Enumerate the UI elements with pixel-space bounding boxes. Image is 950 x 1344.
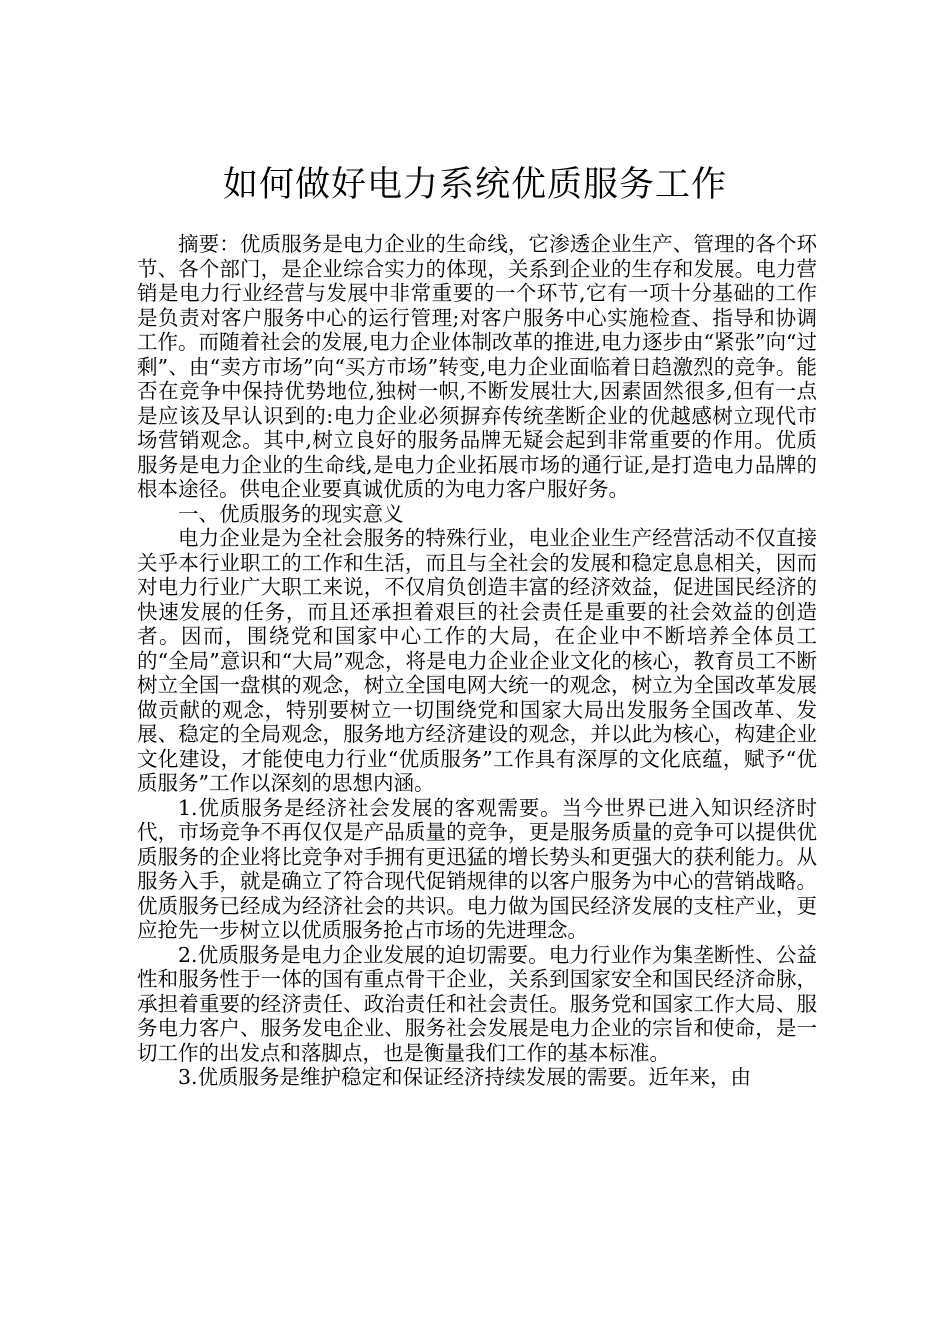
body-paragraph: 3.优质服务是维护稳定和保证经济持续发展的需要。近年来，由 [178, 1065, 752, 1089]
body-paragraph: 1.优质服务是经济社会发展的客观需要。当今世界已进入知识经济时代，市场竞争不再仅仅是产品质量的竞争，更是服务质量的竞争可以提供优质服务的企业将比竞争对手拥有更迅猛的增长势头和更强大的获利能力。从服务入手，就是确立了符合现代促销规律的以客户服务为中心的营销战略。优质服务已经成为经济社会的共识。电力做为国民经济发展的支柱产业，更应抢先一步树立以优质服务抢占市场的先进理念。 [137, 795, 817, 942]
document-body [137, 232, 817, 1090]
body-paragraph: 2.优质服务是电力企业发展的迫切需要。电力行业作为集垄断性、公益性和服务性于一体的国有重点骨干企业，关系到国家安全和国民经济命脉，承担着重要的经济责任、政治责任和社会责任。服务党和国家工作大局、服务电力客户、服务发电企业、服务社会发展是电力企业的宗旨和使命，是一切工作的出发点和落脚点，也是衡量我们工作的基本标准。 [137, 942, 817, 1065]
document-title: 如何做好电力系统优质服务工作 [222, 165, 727, 205]
section-heading: 一、优质服务的现实意义 [178, 501, 404, 526]
body-paragraph: 电力企业是为全社会服务的特殊行业，电业企业生产经营活动不仅直接关乎本行业职工的工作和生活，而且与全社会的发展和稳定息息相关，因而对电力行业广大职工来说，不仅肩负创造丰富的经济效益，促进国民经济的快速发展的任务，而且还承担着艰巨的社会责任是重要的社会效益的创造者。因而，围绕党和国家中心工作的大局，在企业中不断培养全体员工的“全局”意识和“大局”观念，将是电力企业企业文化的核心，教育员工不断树立全国一盘棋的观念，树立全国电网大统一的观念，树立为全国改革发展做贡献的观念，特别要树立一切围绕党和国家大局出发服务全国改革、发展、稳定的全局观念，服务地方经济建设的观念，并以此为核心，构建企业文化建设，才能使电力行业“优质服务”工作具有深厚的文化底蕴，赋予“优质服务”工作以深刻的思想内涵。 [137, 526, 817, 795]
abstract-paragraph: 摘要：优质服务是电力企业的生命线，它渗透企业生产、管理的各个环节、各个部门，是企业综合实力的体现，关系到企业的生存和发展。电力营销是电力行业经营与发展中非常重要的一个环节,它有一项十分基础的工作是负责对客户服务中心的运行管理;对客户服务中心实施检查、指导和协调工作。而随着社会的发展,电力企业体制改革的推进,电力逐步由“紧张”向“过剩”、由“卖方市场”向“买方市场”转变,电力企业面临着日趋激烈的竞争。能否在竞争中保持优势地位,独树一帜,不断发展壮大,因素固然很多,但有一点是应该及早认识到的:电力企业必须摒弃传统垄断企业的优越感树立现代市场营销观念。其中,树立良好的服务品牌无疑会起到非常重要的作用。优质服务是电力企业的生命线,是电力企业拓展市场的通行证,是打造电力品牌的根本途径。供电企业要真诚优质的为电力客户服好务。 [137, 232, 817, 501]
